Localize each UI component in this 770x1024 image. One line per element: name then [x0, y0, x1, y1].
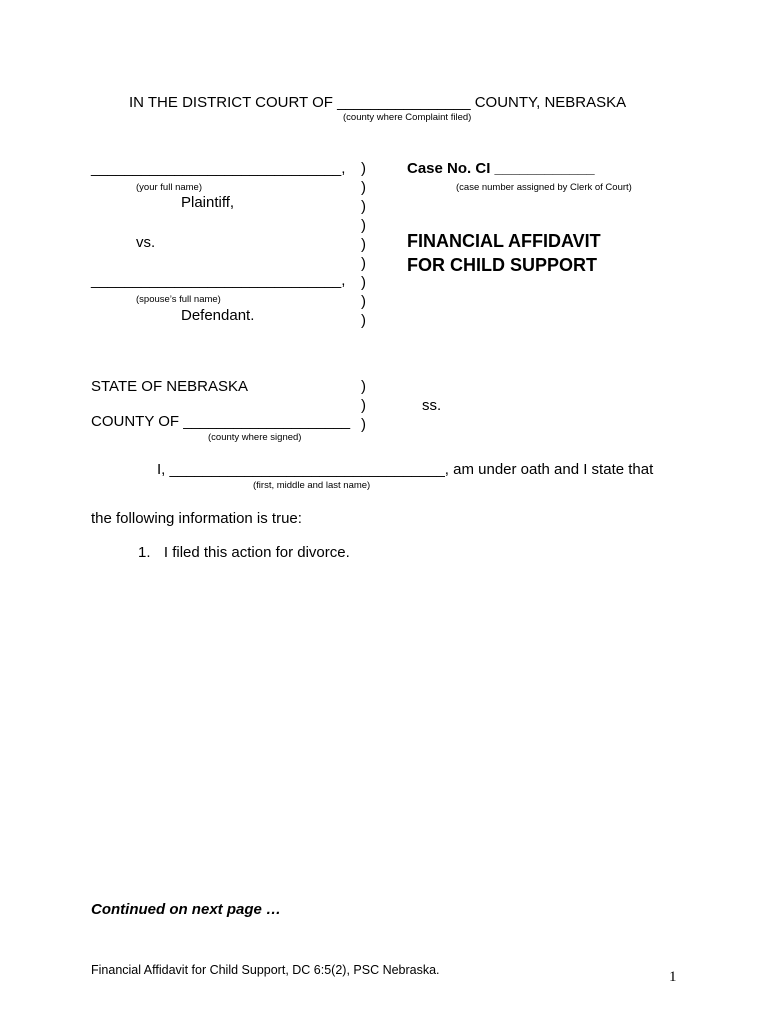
caption-paren: ): [361, 274, 366, 291]
court-county-hint: (county where Complaint filed): [343, 112, 472, 123]
venue-county-hint: (county where signed): [208, 432, 302, 443]
venue-state: STATE OF NEBRASKA: [91, 378, 248, 395]
defendant-name-blank: ______________________________,: [91, 272, 346, 289]
oath-line: I, _________________________________, am under oath and I state that: [157, 461, 654, 478]
venue-paren: ): [361, 378, 366, 395]
document-title-line-1: FINANCIAL AFFIDAVIT: [407, 231, 601, 251]
document-title-line-2: FOR CHILD SUPPORT: [407, 255, 598, 275]
defendant-role: Defendant.: [181, 307, 255, 324]
plaintiff-name-hint: (your full name): [136, 182, 202, 193]
caption-paren: ): [361, 179, 366, 196]
document-title: [407, 229, 601, 277]
caption-paren: ): [361, 236, 366, 253]
venue-county: COUNTY OF ____________________: [91, 413, 351, 430]
plaintiff-role: Plaintiff,: [181, 194, 235, 211]
caption-parentheses: [361, 159, 366, 330]
list-item: [138, 544, 350, 561]
venue-ss: ss.: [422, 397, 442, 414]
caption-paren: ): [361, 160, 366, 177]
caption-paren: ): [361, 198, 366, 215]
versus-label: vs.: [136, 234, 156, 251]
case-number-field: Case No. CI ____________: [407, 160, 595, 177]
caption-paren: ): [361, 293, 366, 310]
oath-continuation: the following information is true:: [91, 510, 302, 527]
venue-parentheses: [361, 377, 366, 434]
oath-name-hint: (first, middle and last name): [253, 480, 371, 491]
caption-paren: ): [361, 312, 366, 329]
continued-note: Continued on next page …: [91, 901, 281, 918]
footer-text: Financial Affidavit for Child Support, DC 6:5(2), PSC Nebraska.: [91, 963, 440, 977]
list-item-number: 1.: [138, 544, 151, 561]
caption-paren: ): [361, 217, 366, 234]
case-number-hint: (case number assigned by Clerk of Court): [456, 182, 632, 193]
caption-paren: ): [361, 255, 366, 272]
defendant-name-hint: (spouse’s full name): [136, 294, 221, 305]
venue-paren: ): [361, 397, 366, 414]
list-item-text: I filed this action for divorce.: [163, 544, 350, 561]
page-number: 1: [669, 969, 677, 985]
court-heading: IN THE DISTRICT COURT OF ________________ COUNTY, NEBRASKA: [129, 94, 627, 111]
venue-paren: ): [361, 416, 366, 433]
plaintiff-name-blank: ______________________________,: [91, 160, 346, 177]
